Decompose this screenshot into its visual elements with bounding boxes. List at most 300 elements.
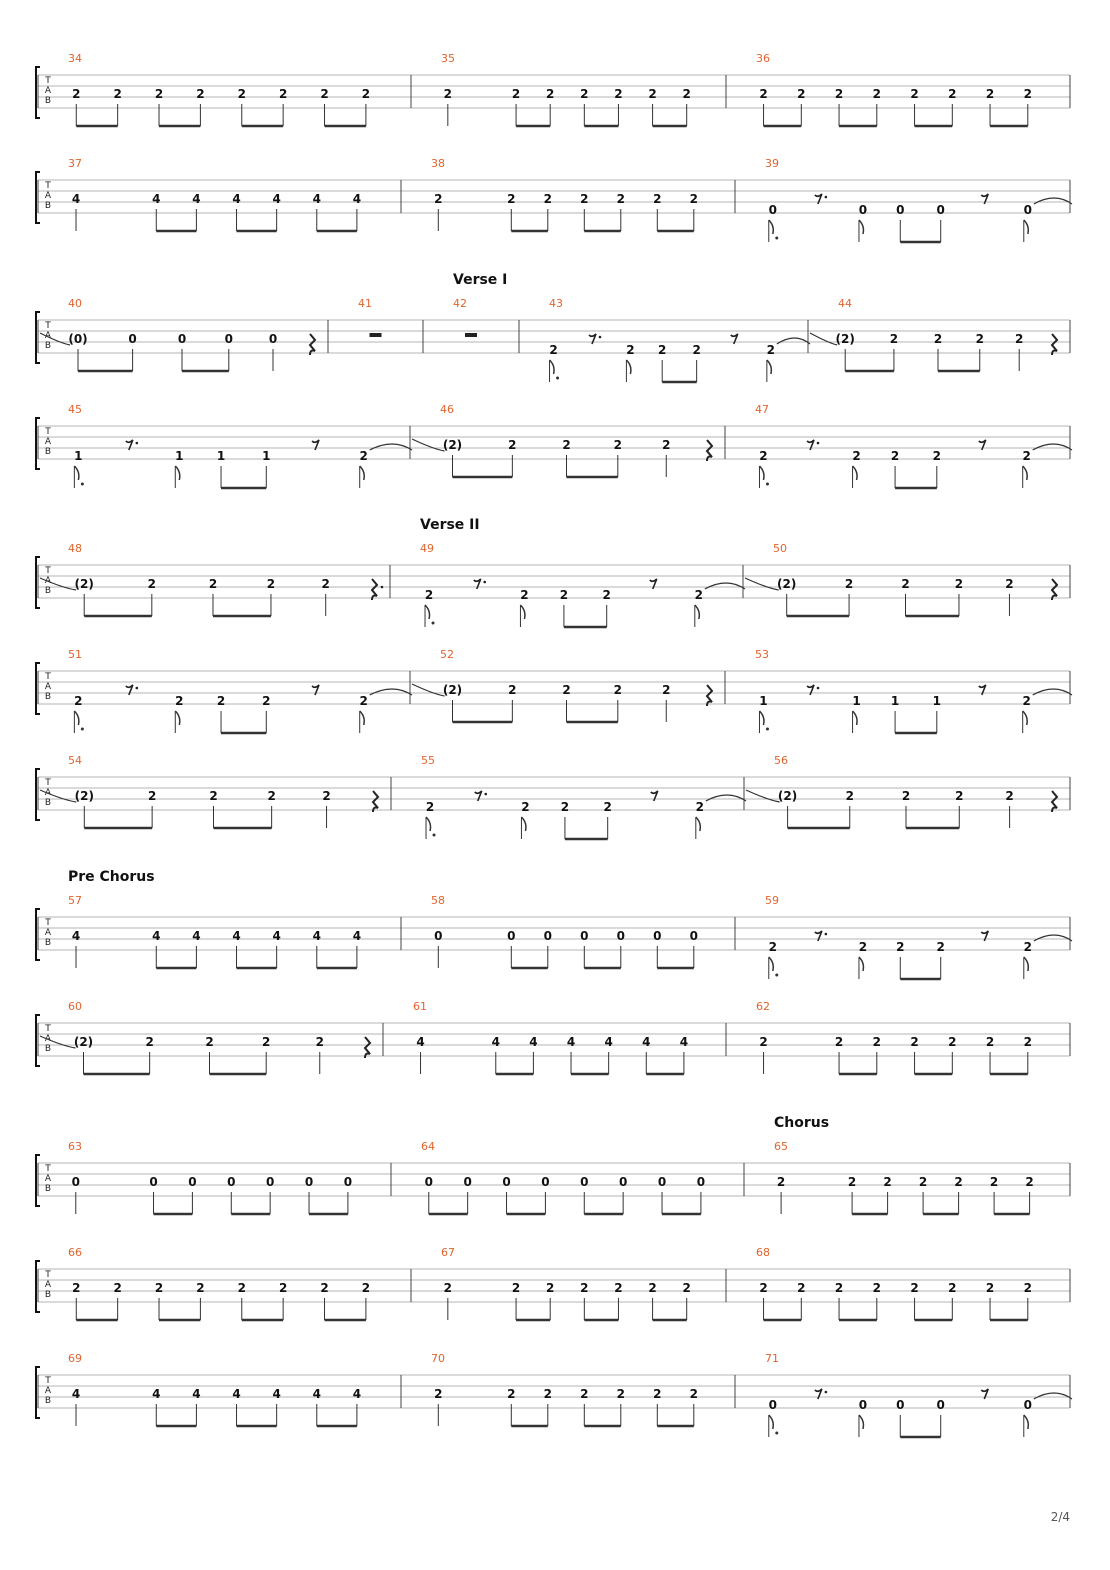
tab-clef-letter: T [45,778,51,788]
note-flag [426,817,431,831]
fret-number: 0 [1023,1398,1032,1412]
fret-number: 0 [896,203,905,217]
fret-number: 2 [910,1281,919,1295]
fret-number: 4 [679,1035,689,1049]
measure-number: 70 [431,1352,445,1365]
measure [412,403,712,477]
tab-system [36,52,1070,126]
fret-number: 2 [985,1035,995,1049]
tie-arc [370,689,412,695]
section-label: Verse I [453,272,508,288]
fret-number: 2 [266,577,276,591]
tab-clef-letter: B [44,586,52,596]
rest-dot [825,196,828,199]
fret-number: 2 [216,694,226,708]
tab-system [36,157,1072,242]
fret-number: 2 [320,87,329,101]
note-dot [556,377,559,380]
section-label: Chorus [774,1115,830,1131]
tab-system [36,517,1070,627]
note-flag [859,1415,864,1429]
fret-number: 2 [267,789,276,803]
measure [68,1246,370,1320]
measure [68,894,361,968]
note-dot [766,728,769,731]
rest-dot [136,687,139,690]
fret-number: 2 [175,694,184,708]
fret-number: 1 [932,694,941,708]
rest-dot [817,687,820,690]
quarter-rest [373,791,378,812]
fret-number: 2 [918,1175,928,1189]
measure [40,542,383,616]
fret-number: 2 [648,1281,657,1295]
fret-number: 4 [352,1387,362,1401]
fret-number: 4 [642,1035,651,1049]
tab-clef-letter: A [44,576,52,586]
fret-number: 1 [74,449,83,463]
fret-number: 2 [614,1281,623,1295]
measure-number: 52 [440,648,454,661]
measure-number: 50 [773,542,787,555]
fret-number: 2 [682,87,691,101]
note-dot [766,483,769,486]
tab-clef-letter: T [45,76,51,86]
fret-number: 2 [948,1035,957,1049]
fret-number: 2 [896,940,905,954]
tab-clef-letter: B [44,1184,52,1194]
fret-number: 2 [196,87,205,101]
measure [756,52,1032,126]
note-flag [1023,711,1027,725]
measure [40,297,315,371]
fret-number: 4 [232,1387,241,1401]
tab-clef-letter: B [44,938,52,948]
fret-number: 2 [237,1281,246,1295]
quarter-rest [1052,791,1057,812]
tab-system [36,754,1070,839]
fret-number: 0 [858,203,868,217]
section-label: Verse II [420,517,480,533]
tab-clef-letter: A [44,1034,52,1044]
fret-number: 2 [603,800,612,814]
tie-arc [370,444,412,450]
measure-number: 43 [549,297,563,310]
fret-number: 0 [896,1398,905,1412]
tie-arc [1033,444,1072,450]
rest-dot [825,1391,828,1394]
measure-number: 39 [765,157,779,170]
fret-number: 2 [543,1387,552,1401]
note-flag [1024,957,1029,971]
measure [755,648,1072,733]
measure-number: 41 [358,297,372,310]
tab-clef-letter: B [44,447,52,457]
fret-number: 2 [580,87,589,101]
tie-arc [1034,1393,1072,1399]
fret-number: 0 [618,1175,628,1189]
fret-number: 4 [272,929,281,943]
measure [68,1140,352,1214]
tie-arc [1034,935,1072,941]
fret-number: 4 [232,192,241,206]
tie-arc [810,333,837,345]
fret-number: 2 [1015,332,1024,346]
fret-number: 2 [424,588,434,602]
fret-number: 2 [901,789,911,803]
quarter-rest [707,440,712,461]
measure-number: 40 [68,297,82,310]
fret-number: 2 [662,683,671,697]
fret-number: 2 [1023,87,1032,101]
note-flag [360,466,365,480]
fret-number: 1 [262,449,271,463]
fret-number: 2 [511,1281,521,1295]
section-label: Pre Chorus [68,869,155,885]
fret-number: 0 [177,332,187,346]
measure-number: 47 [755,403,769,416]
measure-number: 62 [756,1000,770,1013]
fret-number: 2 [933,332,943,346]
measure [68,648,412,733]
fret-number: 4 [192,1387,201,1401]
fret-number: 2 [315,1035,324,1049]
measure [745,542,1057,616]
measure [40,754,378,828]
measure-number: 36 [756,52,770,65]
fret-number: 2 [546,1281,555,1295]
note-flag [853,711,858,725]
rest-dot [825,933,828,936]
fret-number: 0 [128,332,137,346]
measure-number: 56 [774,754,788,767]
fret-number: 2 [262,1035,271,1049]
measure-number: 57 [68,894,82,907]
fret-number: 0 [304,1175,314,1189]
measure [431,157,698,231]
fret-number: 2 [852,449,861,463]
measure [774,1140,1034,1214]
tie-arc [1033,689,1072,695]
fret-number: 4 [416,1035,425,1049]
tie-arc [706,795,746,801]
fret-number: 2 [1022,449,1031,463]
fret-number: 2 [237,87,246,101]
fret-number: (2) [73,1035,94,1049]
measure-number: 69 [68,1352,82,1365]
measure-number: 38 [431,157,445,170]
fret-number: 2 [626,343,635,357]
fret-number: 2 [662,438,671,452]
fret-number: 2 [559,588,569,602]
measure-number: 35 [441,52,455,65]
fret-number: 2 [776,1175,786,1189]
note-dot [775,1432,778,1435]
fret-number: 2 [954,1175,963,1189]
fret-number: 2 [768,940,777,954]
measure [431,1352,698,1426]
tab-clef-letter: T [45,1024,51,1034]
quarter-rest [310,334,315,355]
measure [68,157,361,231]
fret-number: 2 [320,1281,329,1295]
fret-number: 2 [948,87,957,101]
fret-number: 2 [113,87,122,101]
tab-clef-letter: T [45,918,51,928]
fret-number: 2 [209,789,218,803]
fret-number: 2 [196,1281,205,1295]
measure-number: 48 [68,542,82,555]
fret-number: 2 [543,192,552,206]
measure-number: 46 [440,403,454,416]
fret-number: 2 [613,683,622,697]
note-flag [696,817,701,831]
fret-number: 2 [549,343,558,357]
fret-number: 2 [910,87,919,101]
tie-arc [746,790,780,802]
note-flag [425,605,430,619]
fret-number: 2 [890,449,900,463]
fret-number: 2 [658,343,667,357]
fret-number: 0 [71,1175,80,1189]
fret-number: 2 [613,438,622,452]
tab-system [36,648,1072,733]
tab-clef-letter: A [44,682,52,692]
note-dot [433,834,436,837]
fret-number: 4 [232,929,241,943]
fret-number: 4 [71,1387,81,1401]
tab-clef-letter: A [44,928,52,938]
fret-number: 2 [759,1035,768,1049]
tab-clef-letter: A [44,1280,52,1290]
note-flag [769,957,774,971]
measure-number: 66 [68,1246,82,1259]
fret-number: 2 [560,800,570,814]
measure [810,297,1057,371]
tab-clef-letter: T [45,1270,51,1280]
fret-number: 0 [858,1398,868,1412]
fret-number: 2 [208,577,218,591]
fret-number: (0) [68,332,88,346]
fret-number: 2 [955,789,964,803]
fret-number: 2 [147,789,157,803]
quarter-rest [365,1037,370,1058]
tab-clef-letter: B [44,692,52,702]
note-flag [1023,466,1027,480]
fret-number: 0 [224,332,233,346]
fret-number: 2 [692,343,701,357]
fret-number: 2 [954,577,964,591]
tab-clef-letter: B [44,341,52,351]
fret-number: 0 [343,1175,353,1189]
quarter-rest [372,579,377,600]
measure [746,754,1057,828]
fret-number: 2 [278,87,288,101]
tab-clef-letter: T [45,321,51,331]
fret-number: 4 [312,192,321,206]
tab-clef-letter: A [44,1174,52,1184]
fret-number: 2 [508,683,517,697]
fret-number: 4 [152,192,161,206]
fret-number: 2 [616,192,625,206]
fret-number: 2 [546,87,555,101]
fret-number: 4 [604,1035,613,1049]
fret-number: 0 [580,929,589,943]
measure [421,1140,705,1214]
measure-number: 67 [441,1246,455,1259]
measure [413,1000,688,1074]
measure-number: 49 [420,542,434,555]
fret-number: 4 [71,929,81,943]
fret-number: (2) [74,789,94,803]
tab-clef-letter: B [44,96,52,106]
note-flag [74,466,79,480]
note-flag [626,360,631,374]
tab-clef-letter: T [45,672,51,682]
tie-arc [412,684,445,696]
fret-number: (2) [777,577,797,591]
fret-number: 2 [520,588,529,602]
measure [765,1352,1072,1437]
measure-number: 64 [421,1140,435,1153]
fret-number: (2) [777,789,798,803]
fret-number: 4 [272,1387,281,1401]
fret-number: 2 [682,1281,691,1295]
note-flag [769,1415,774,1429]
tab-clef-letter: B [44,1044,52,1054]
fret-number: 2 [262,694,271,708]
fret-number: 2 [507,1387,516,1401]
fret-number: 2 [834,1281,844,1295]
tab-clef-letter: A [44,437,52,447]
fret-number: 2 [883,1175,892,1189]
tab-clef-letter: A [44,86,52,96]
fret-number: 2 [562,683,571,697]
tab-system [36,272,1070,382]
note-flag [1024,1415,1029,1429]
measure [421,754,746,839]
note-flag [853,466,858,480]
measure [756,1246,1032,1320]
fret-number: 2 [154,1281,164,1295]
fret-number: 2 [858,940,868,954]
note-flag [360,711,365,725]
fret-number: 4 [491,1035,500,1049]
measure [549,297,810,382]
measure-number: 51 [68,648,82,661]
fret-number: 2 [694,588,703,602]
measure [441,1246,691,1320]
fret-number: 2 [872,1035,881,1049]
tie-arc [705,583,745,589]
note-dot [775,237,778,240]
fret-number: 0 [768,203,777,217]
measure-number: 65 [774,1140,788,1153]
tab-clef-letter: A [44,331,52,341]
fret-number: 2 [508,438,517,452]
fret-number: 4 [312,929,321,943]
fret-number: 2 [443,1281,453,1295]
fret-number: 2 [910,1035,919,1049]
tab-clef-letter: T [45,181,51,191]
fret-number: 0 [434,929,443,943]
fret-number: 2 [1023,1281,1032,1295]
fret-number: 1 [890,694,900,708]
fret-number: 2 [507,192,516,206]
fret-number: 0 [936,203,945,217]
tab-system [36,869,1072,979]
fret-number: 0 [696,1175,706,1189]
note-flag [1024,220,1029,234]
fret-number: 0 [507,929,516,943]
note-dot [775,974,778,977]
measure [412,648,712,722]
fret-number: 4 [192,192,201,206]
fret-number: 2 [759,449,768,463]
fret-number: 2 [425,800,435,814]
measure-number: 34 [68,52,82,65]
fret-number: 0 [541,1175,550,1189]
measure [765,157,1072,242]
note-flag [695,605,700,619]
fret-number: 2 [653,1387,662,1401]
half-rest [370,333,382,337]
fret-number: 2 [322,789,331,803]
fret-number: 4 [352,192,362,206]
note-flag [769,220,774,234]
fret-number: 0 [149,1175,158,1189]
fret-number: 0 [265,1175,275,1189]
fret-number: 2 [1022,694,1031,708]
fret-number: (2) [835,332,855,346]
fret-number: 2 [154,87,164,101]
rest-dot [381,586,384,589]
fret-number: 4 [152,1387,161,1401]
note-flag [767,360,772,374]
fret-number: 2 [602,588,611,602]
rest-dot [136,442,139,445]
fret-number: 0 [616,929,625,943]
fret-number: 2 [797,1281,806,1295]
fret-number: 2 [361,1281,371,1295]
fret-number: 0 [502,1175,511,1189]
measure-number: 44 [838,297,852,310]
measure [68,403,412,488]
fret-number: 0 [424,1175,433,1189]
fret-number: 4 [529,1035,538,1049]
measure-number: 54 [68,754,82,767]
fret-number: 2 [145,1035,154,1049]
fret-number: 2 [580,192,589,206]
measure [68,1352,361,1426]
fret-number: 2 [205,1035,214,1049]
tab-clef-letter: B [44,1290,52,1300]
tab-clef-letter: B [44,1396,52,1406]
tab-system [36,1246,1070,1320]
fret-number: 2 [278,1281,288,1295]
tab-clef-letter: B [44,798,52,808]
fret-number: 4 [192,929,201,943]
fret-number: 2 [901,577,910,591]
fret-number: 0 [657,1175,667,1189]
fret-number: 2 [797,87,806,101]
measure-number: 63 [68,1140,82,1153]
fret-number: 4 [152,929,161,943]
tab-clef-letter: T [45,1164,51,1174]
measure [755,403,1072,488]
measure-number: 59 [765,894,779,907]
fret-number: 2 [766,343,776,357]
